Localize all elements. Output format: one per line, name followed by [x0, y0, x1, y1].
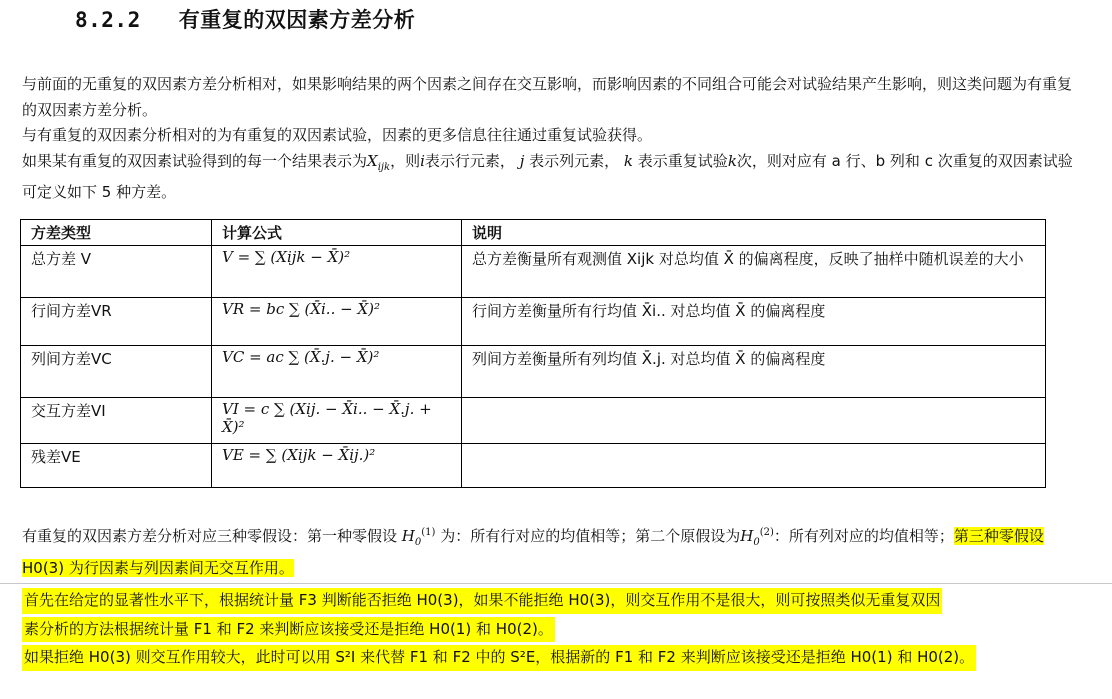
desc-cell: 列间方差衡量所有列均值 X̄.j. 对总均值 X̄ 的偏离程度: [462, 346, 1046, 398]
highlighted-block: [22, 588, 1082, 674]
header-type: 方差类型: [21, 220, 212, 246]
highlight-line-1: 首先在给定的显著性水平下，根据统计量 F3 判断能否拒绝 H0(3)，如果不能拒绝 H0(3)，则交互作用不是很大，则可按照类似无重复双因: [22, 588, 942, 614]
highlighted-hypothesis: 第三种零假设 H0(3) 为行因素与列因素间无交互作用。: [22, 527, 1044, 577]
type-cell: 交互方差VI: [21, 398, 212, 444]
table-header-row: [21, 220, 1046, 246]
table-row: [21, 444, 1046, 488]
table-row: [21, 246, 1046, 298]
type-cell: 行间方差VR: [21, 298, 212, 346]
desc-cell: [462, 398, 1046, 444]
formula-cell: VE = ∑ (Xijk − X̄ij.)²: [212, 444, 462, 488]
type-cell: 残差VE: [21, 444, 212, 488]
desc-cell: 行间方差衡量所有行均值 X̄i.. 对总均值 X̄ 的偏离程度: [462, 298, 1046, 346]
highlight-line-3: 如果拒绝 H0(3) 则交互作用较大，此时可以用 S²I 来代替 F1 和 F2 中的 S²E，根据新的 F1 和 F2 来判断应该接受还是拒绝 H0(1) 和 H0(2)。: [22, 645, 976, 671]
null-hypothesis-paragraph: 有重复的双因素方差分析对应三种零假设：第一种零假设 $H_0^{(1)}$ 为：所有行对应的均值相等；第二个原假设为$H_0^{(2)}$：所有列对应的均值相等；第三种零假设 H0(3) 为行因素与列因素间无交互作用。: [22, 527, 1044, 577]
intro-p3: 如果某有重复的双因素试验得到的每一个结果表示为$X_{ijk}$，则i表示行元素， j 表示列元素， k 表示重复试验k次，则对应有 a 行、b 列和 c 次重复的双因素试验可定义如下 5 种方差。: [22, 151, 1073, 201]
formula-cell: VR = bc ∑ (X̄i.. − X̄)²: [212, 298, 462, 346]
table-row: [21, 298, 1046, 346]
section-heading: [75, 4, 415, 34]
formula-cell: V = ∑ (Xijk − X̄)²: [212, 246, 462, 298]
section-title: 有重复的双因素方差分析: [178, 8, 416, 32]
formula-cell: VI = c ∑ (Xij. − X̄i.. − X̄.j. + X̄)²: [212, 398, 462, 444]
formula-cell: VC = ac ∑ (X̄.j. − X̄)²: [212, 346, 462, 398]
intro-p2: 与有重复的双因素分析相对的为有重复的双因素试验，因素的更多信息往往通过重复试验获得。: [22, 126, 653, 144]
highlight-line-2: 素分析的方法根据统计量 F1 和 F2 来判断应该接受还是拒绝 H0(1) 和 H0(2)。: [22, 617, 555, 643]
header-desc: 说明: [462, 220, 1046, 246]
table-row: [21, 346, 1046, 398]
desc-cell: 总方差衡量所有观测值 Xijk 对总均值 X̄ 的偏离程度，反映了抽样中随机误差的大小: [462, 246, 1046, 298]
type-cell: 列间方差VC: [21, 346, 212, 398]
header-formula: 计算公式: [212, 220, 462, 246]
table-row: [21, 398, 1046, 444]
divider: [0, 583, 1112, 584]
intro-p1: 与前面的无重复的双因素方差分析相对，如果影响结果的两个因素之间存在交互影响，而影响因素的不同组合可能会对试验结果产生影响，则这类问题为有重复的双因素方差分析。: [22, 75, 1073, 119]
desc-cell: [462, 444, 1046, 488]
section-number: 8.2.2: [75, 8, 141, 32]
variance-table: [20, 219, 1046, 488]
type-cell: 总方差 V: [21, 246, 212, 298]
intro-paragraph: [22, 72, 1082, 206]
